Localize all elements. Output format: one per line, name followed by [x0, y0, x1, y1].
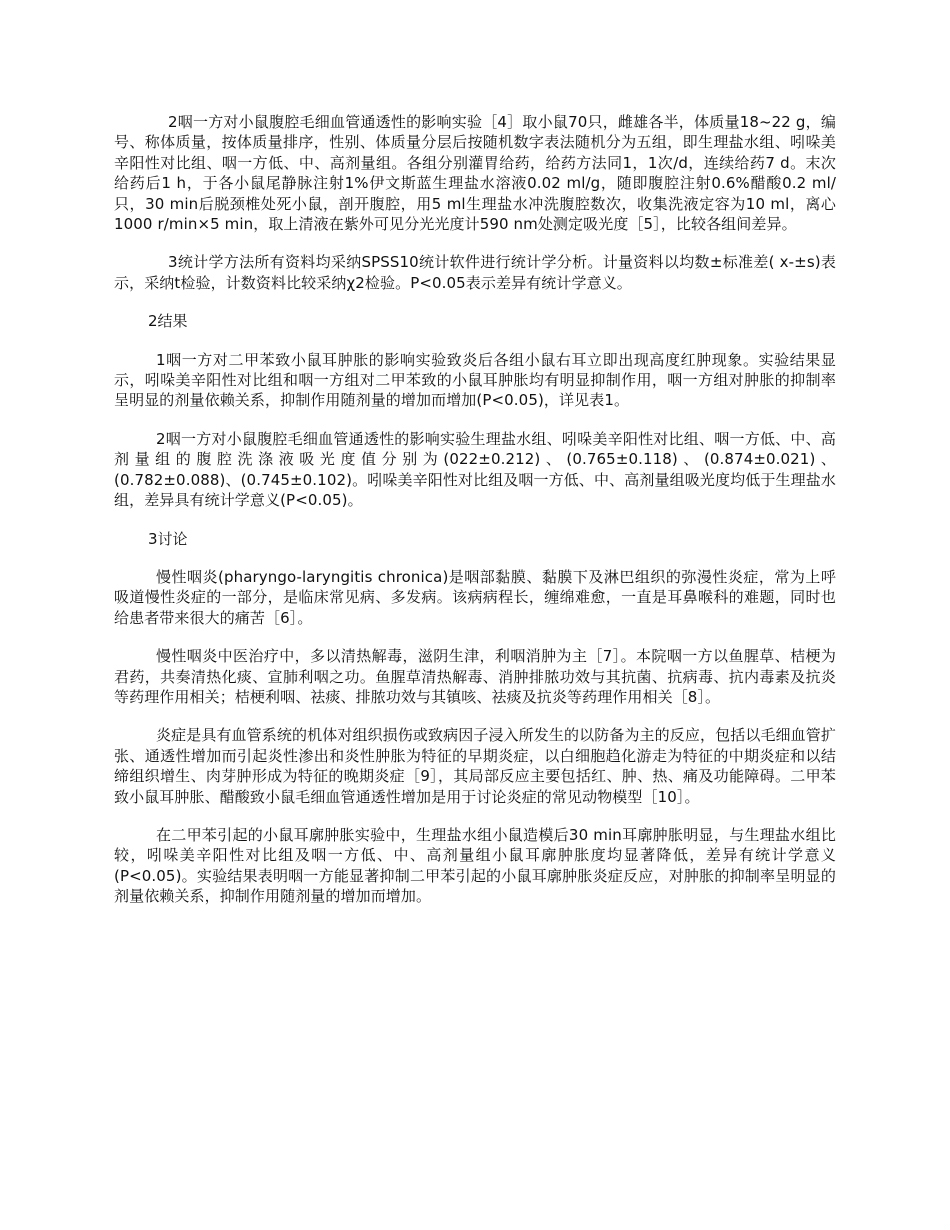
paragraph-spacer — [114, 332, 836, 350]
paragraph-method-2: 2咽一方对小鼠腹腔毛细血管通透性的影响实验［4］取小鼠70只，雌雄各半，体质量18~22 g，编号、称体质量，按体质量排序，性别、体质量分层后按随机数字表法随机分为五组，即生理盐水组、吲哚美辛阳性对比组、咽一方低、中、高剂量组。各组分别灌胃给药，给药方法同1，1次/d，连续给药7 d。末次给药后1 h，于各小鼠尾静脉注射1%伊文斯蓝生理盐水溶液0.02 ml/g，随即腹腔注射0.6%醋酸0.2 ml/只，30 min后脱颈椎处死小鼠，剖开腹腔，用5 ml生理盐水冲洗腹腔数次，收集洗液定容为10 ml，离心1000 r/min×5 min，取上清液在紫外可见分光光度计590 nm处测定吸光度［5］，比较各组间差异。 — [114, 113, 836, 234]
paragraph-spacer — [114, 511, 836, 529]
paragraph-discussion-3: 炎症是具有血管系统的机体对组织损伤或致病因子浸入所发生的以防备为主的反应，包括以毛细血管扩张、通透性增加而引起炎性渗出和炎性肿胀为特征的早期炎症，以白细胞趋化游走为特征的中期炎症和以结缔组织增生、肉芽肿形成为特征的晚期炎症［9］，其局部反应主要包括红、肿、热、痛及功能障碍。二甲苯致小鼠耳肿胀、醋酸致小鼠毛细血管通透性增加是用于讨论炎症的常见动物模型［10］。 — [114, 726, 836, 806]
section-heading-results: 2结果 — [148, 312, 188, 331]
document-body — [114, 112, 836, 907]
paragraph-result-1: 1咽一方对二甲苯致小鼠耳肿胀的影响实验致炎后各组小鼠右耳立即出现高度红肿现象。实验结果显示，吲哚美辛阳性对比组和咽一方组对二甲苯致的小鼠耳肿胀均有明显抑制作用，咽一方组对肿胀的抑制率呈明显的剂量依赖关系，抑制作用随剂量的增加而增加(P<0.05)，详见表1。 — [114, 350, 836, 410]
paragraph-spacer — [114, 549, 836, 567]
paragraph-discussion-1: 慢性咽炎(pharyngo-laryngitis chronica)是咽部黏膜、黏膜下及淋巴组织的弥漫性炎症，常为上呼吸道慢性炎症的一部分，是临床常见病、多发病。该病病程长，缠绵难愈，一直是耳鼻喉科的难题，同时也给患者带来很大的痛苦［6］。 — [114, 567, 836, 627]
paragraph-spacer — [114, 707, 836, 725]
paragraph-method-3: 3统计学方法所有资料均采纳SPSS10统计软件进行统计学分析。计量资料以均数±标准差( x-±s)表示，采纳t检验，计数资料比较采纳χ2检验。P<0.05表示差异有统计学意义。 — [114, 253, 836, 292]
paragraph-discussion-4: 在二甲苯引起的小鼠耳廓肿胀实验中，生理盐水组小鼠造模后30 min耳廓肿胀明显，与生理盐水组比较，吲哚美辛阳性对比组及咽一方低、中、高剂量组小鼠耳廓肿胀度均显著降低，差异有统计学意义(P<0.05)。实验结果表明咽一方能显著抑制二甲苯引起的小鼠耳廓肿胀炎症反应，对肿胀的抑制率呈明显的剂量依赖关系，抑制作用随剂量的增加而增加。 — [114, 825, 836, 906]
paragraph-result-2: 2咽一方对小鼠腹腔毛细血管通透性的影响实验生理盐水组、吲哚美辛阳性对比组、咽一方低、中、高剂量组的腹腔洗涤液吸光度值分别为(022±0.212)、(0.765±0.118)、(0.874±0.021)、(0.782±0.088)、(0.745±0.102)。吲哚美辛阳性对比组及咽一方低、中、高剂量组吸光度均低于生理盐水组，差异具有统计学意义(P<0.05)。 — [114, 429, 836, 510]
paragraph-spacer — [114, 234, 836, 252]
paragraph-spacer — [114, 293, 836, 311]
section-heading-discussion: 3讨论 — [148, 529, 188, 548]
paragraph-spacer — [114, 807, 836, 825]
paragraph-spacer — [114, 411, 836, 429]
paragraph-spacer — [114, 628, 836, 646]
paragraph-discussion-2: 慢性咽炎中医治疗中，多以清热解毒，滋阴生津，利咽消肿为主［7］。本院咽一方以鱼腥草、桔梗为君药，共奏清热化痰、宣肺利咽之功。鱼腥草清热解毒、消肿排脓功效与其抗菌、抗病毒、抗内毒素及抗炎等药理作用相关；桔梗利咽、祛痰、排脓功效与其镇咳、祛痰及抗炎等药理作用相关［8］。 — [114, 647, 836, 706]
